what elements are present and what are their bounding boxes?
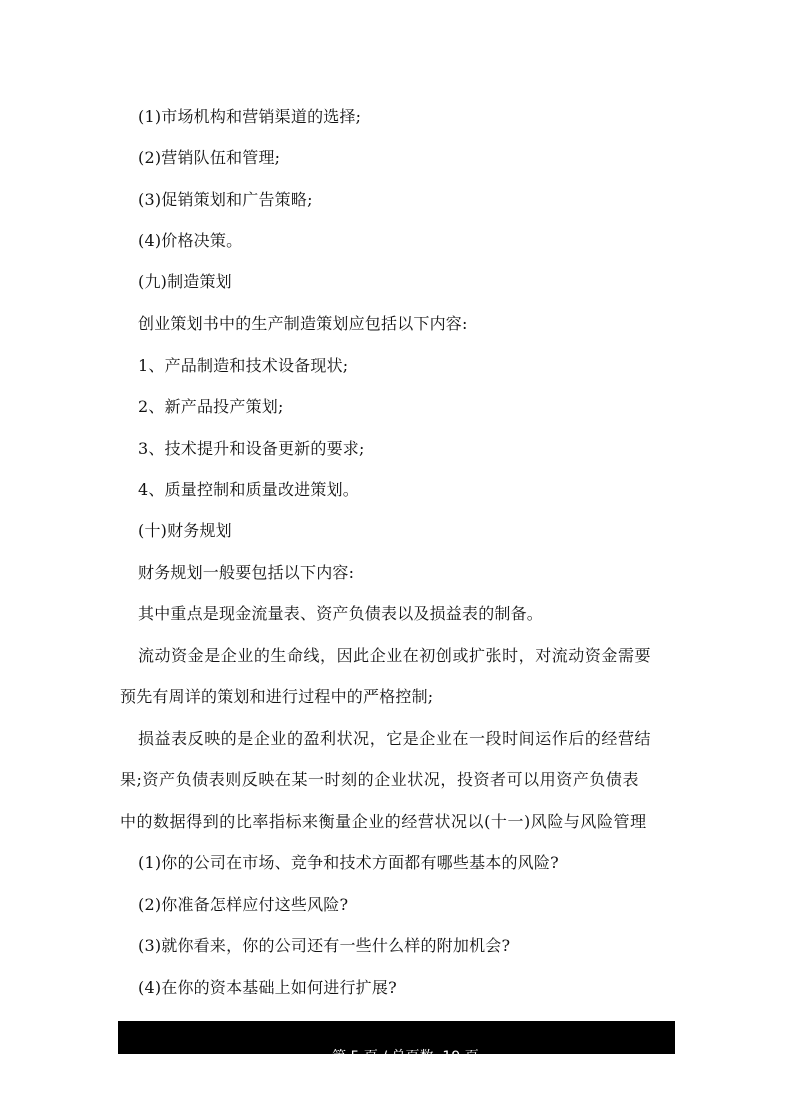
page-number-text: 第 5 页 / 总页数 19 页: [332, 1049, 479, 1065]
paragraph-key-points: 其中重点是现金流量表、资产负债表以及损益表的制备。: [138, 604, 544, 623]
list-item-2: (2)营销队伍和管理;: [138, 148, 281, 167]
page-footer: [118, 1021, 675, 1065]
paragraph-finance-intro: 财务规划一般要包括以下内容:: [138, 563, 355, 582]
list-item-5: 1、产品制造和技术设备现状;: [138, 356, 349, 375]
section-heading-finance: (十)财务规划: [138, 521, 232, 540]
risk-question-3: (3)就你看来，你的公司还有一些什么样的附加机会?: [138, 936, 511, 955]
paragraph-working-capital-line-2: 预先有周详的策划和进行过程中的严格控制;: [120, 687, 434, 706]
risk-question-4: (4)在你的资本基础上如何进行扩展?: [138, 978, 397, 997]
list-item-3: (3)促销策划和广告策略;: [138, 190, 313, 209]
list-item-6: 2、新产品投产策划;: [138, 397, 284, 416]
paragraph-intro: 创业策划书中的生产制造策划应包括以下内容:: [138, 314, 468, 333]
risk-question-2: (2)你准备怎样应付这些风险?: [138, 895, 349, 914]
paragraph-working-capital-line-1: 流动资金是企业的生命线，因此企业在初创或扩张时，对流动资金需要: [138, 646, 652, 665]
risk-question-1: (1)你的公司在市场、竞争和技术方面都有哪些基本的风险?: [138, 853, 559, 872]
list-item-7: 3、技术提升和设备更新的要求;: [138, 439, 365, 458]
list-item-1: (1)市场机构和营销渠道的选择;: [138, 107, 362, 126]
paragraph-income-statement-line-2: 果;资产负债表则反映在某一时刻的企业状况，投资者可以用资产负债表: [120, 770, 639, 789]
paragraph-income-statement-line-3: 中的数据得到的比率指标来衡量企业的经营状况以(十一)风险与风险管理: [120, 812, 647, 831]
paragraph-income-statement-line-1: 损益表反映的是企业的盈利状况，它是企业在一段时间运作后的经营结: [138, 729, 652, 748]
section-heading-manufacturing: (九)制造策划: [138, 272, 232, 291]
list-item-4: (4)价格决策。: [138, 231, 243, 250]
list-item-8: 4、质量控制和质量改进策划。: [138, 480, 359, 499]
